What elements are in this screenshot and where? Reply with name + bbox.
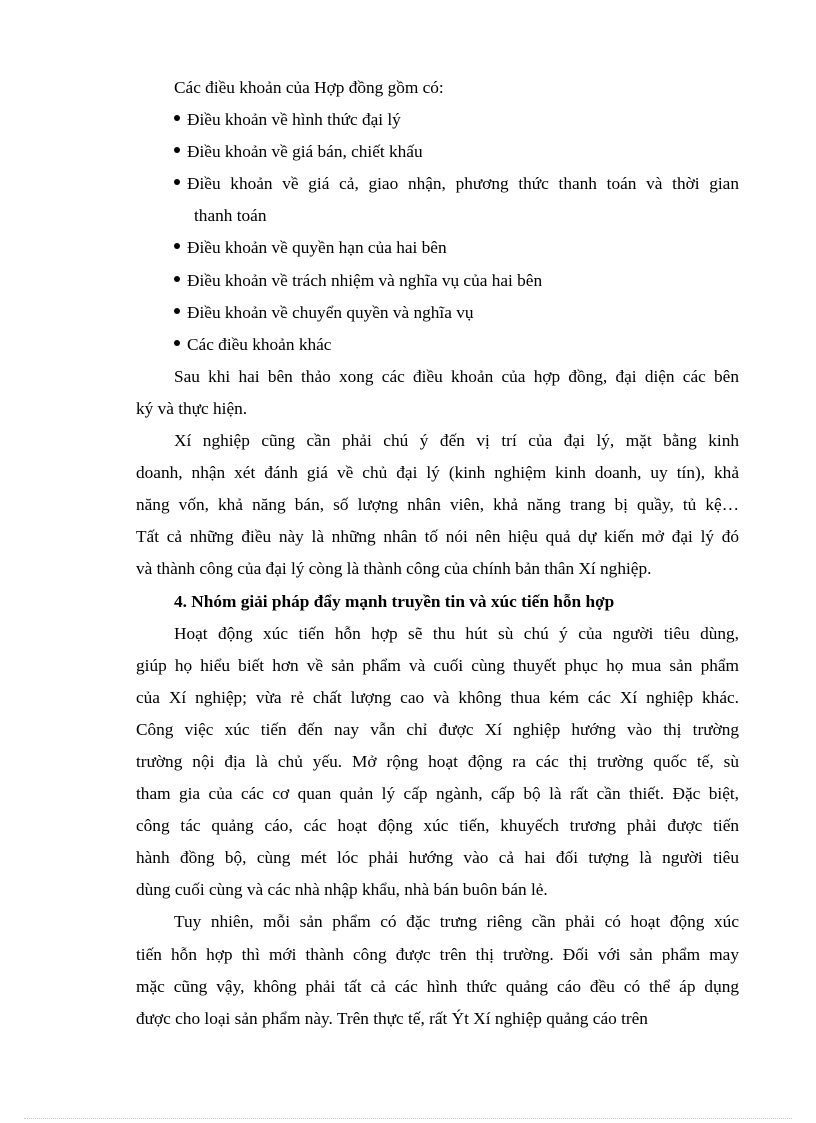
paragraph-line: năng vốn, khả năng bán, số lượng nhân viên, khả năng trang bị quầy, tủ kệ… bbox=[136, 495, 739, 515]
bullet-icon bbox=[174, 179, 180, 185]
bullet-icon bbox=[174, 308, 180, 314]
paragraph-line: của Xí nghiệp; vừa rẻ chất lượng cao và không thua kém các Xí nghiệp khác. bbox=[136, 687, 739, 707]
paragraph-line: Xí nghiệp cũng cần phải chú ý đến vị trí của đại lý, mặt bằng kinh bbox=[174, 431, 739, 451]
page-footer-divider bbox=[24, 1118, 792, 1119]
paragraph-line: và thành công của đại lý còng là thành công của chính bản thân Xí nghiệp. bbox=[136, 559, 652, 579]
bullet-icon bbox=[174, 340, 180, 346]
paragraph-line: công tác quảng cáo, các hoạt động xúc tiến, khuyếch trương phải được tiến bbox=[136, 816, 739, 836]
document-page bbox=[136, 72, 739, 1035]
paragraph-line: được cho loại sản phẩm này. Trên thực tế, rất Ýt Xí nghiệp quảng cáo trên bbox=[136, 1008, 648, 1028]
paragraph-line: trường nội địa là chủ yếu. Mở rộng hoạt động ra các thị trường quốc tế, sù bbox=[136, 751, 739, 771]
paragraph-line: Tuy nhiên, mỗi sản phẩm có đặc trưng riêng cần phải có hoạt động xúc bbox=[174, 912, 739, 932]
paragraph-line: Sau khi hai bên thảo xong các điều khoản của hợp đồng, đại diện các bên bbox=[174, 366, 739, 386]
bullet-item: Điều khoản về quyền hạn của hai bên bbox=[136, 232, 739, 264]
bullet-continuation: thanh toán bbox=[194, 206, 267, 226]
paragraph-line: tham gia của các cơ quan quản lý cấp ngành, cấp bộ là rất cần thiết. Đặc biệt, bbox=[136, 784, 739, 804]
bullet-item: Điều khoản về giá cả, giao nhận, phương thức thanh toán và thời gian bbox=[136, 168, 739, 200]
paragraph-line: dùng cuối cùng và các nhà nhập khẩu, nhà bán buôn bán lẻ. bbox=[136, 880, 548, 900]
paragraph-line: mặc cũng vậy, không phải tất cả các hình thức quảng cáo đều có thể áp dụng bbox=[136, 976, 739, 996]
bullet-item: Điều khoản về hình thức đại lý bbox=[136, 104, 739, 136]
paragraph-line: Tất cả những điều này là những nhân tố nói nên hiệu quả dự kiến mở đại lý đó bbox=[136, 527, 739, 547]
bullet-icon bbox=[174, 276, 180, 282]
paragraph-line: giúp họ hiểu biết hơn về sản phẩm và cuối cùng thuyết phục họ mua sản phẩm bbox=[136, 655, 739, 675]
bullet-icon bbox=[174, 147, 180, 153]
section-heading: 4. Nhóm giải pháp đẩy mạnh truyền tin và xúc tiến hỗn hợp bbox=[174, 591, 615, 611]
paragraph-line: hành đồng bộ, cùng mét lóc phải hướng vào cả hai đối tượng là người tiêu bbox=[136, 848, 739, 868]
bullet-item: Điều khoản về giá bán, chiết khấu bbox=[136, 136, 739, 168]
bullet-item: Điều khoản về trách nhiệm và nghĩa vụ của hai bên bbox=[136, 265, 739, 297]
paragraph-line: Công việc xúc tiến đến nay vẫn chỉ được Xí nghiệp hướng vào thị trường bbox=[136, 719, 739, 739]
bullet-icon bbox=[174, 115, 180, 121]
paragraph-line: doanh, nhận xét đánh giá về chủ đại lý (kinh nghiệm kinh doanh, uy tín), khả bbox=[136, 463, 739, 483]
intro-line: Các điều khoản của Hợp đồng gồm có: bbox=[174, 78, 444, 97]
bullet-item: Điều khoản về chuyển quyền và nghĩa vụ bbox=[136, 297, 739, 329]
paragraph-line: tiến hỗn hợp thì mới thành công được trên thị trường. Đối với sản phẩm may bbox=[136, 944, 739, 964]
bullet-item: Các điều khoản khác bbox=[136, 329, 739, 361]
paragraph-line: Hoạt động xúc tiến hỗn hợp sẽ thu hút sù chú ý của người tiêu dùng, bbox=[174, 623, 739, 643]
bullet-icon bbox=[174, 243, 180, 249]
paragraph-line: ký và thực hiện. bbox=[136, 398, 248, 418]
